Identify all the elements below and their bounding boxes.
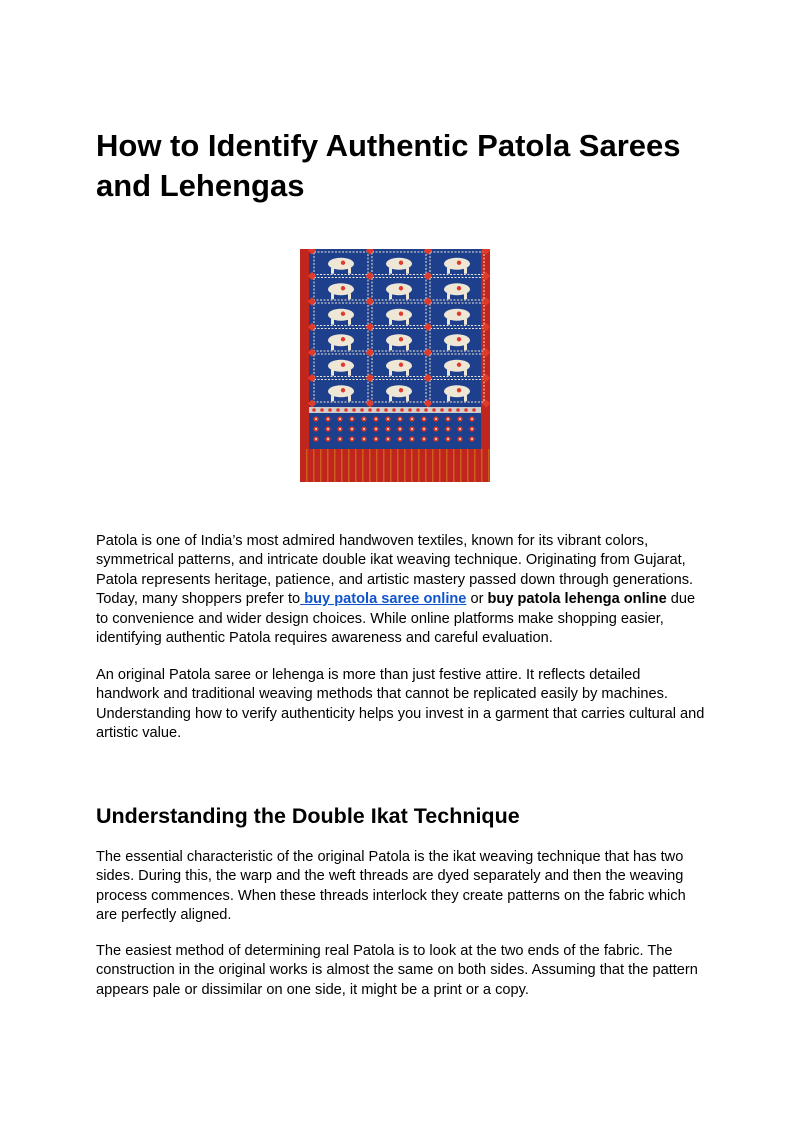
elephant-leg xyxy=(348,344,351,350)
lattice-center xyxy=(411,418,413,420)
elephant-leg xyxy=(406,268,409,274)
lattice-center xyxy=(327,428,329,430)
lattice-center xyxy=(327,438,329,440)
elephant-leg xyxy=(389,344,392,350)
elephant-leg xyxy=(447,344,450,350)
lattice-center xyxy=(411,428,413,430)
lattice-center xyxy=(351,438,353,440)
motif-accent xyxy=(399,337,403,341)
lattice-center xyxy=(447,438,449,440)
lattice-center xyxy=(363,418,365,420)
pallu-stripe xyxy=(439,449,441,482)
patola-saree-image xyxy=(300,249,490,482)
elephant-leg xyxy=(389,268,392,274)
band-dot xyxy=(344,408,348,412)
pallu-stripe xyxy=(348,449,350,482)
lattice-center xyxy=(423,428,425,430)
elephant-leg xyxy=(447,319,450,325)
pallu-stripe xyxy=(425,449,427,482)
lattice-center xyxy=(375,428,377,430)
lattice-center xyxy=(399,428,401,430)
band-dot xyxy=(432,408,436,412)
lattice-center xyxy=(447,418,449,420)
lattice-center xyxy=(435,428,437,430)
band-dot xyxy=(464,408,468,412)
pallu-stripe xyxy=(418,449,420,482)
elephant-leg xyxy=(464,293,467,299)
lattice-center xyxy=(435,438,437,440)
pallu-stripe xyxy=(397,449,399,482)
identify-paragraph: The easiest method of determining real Patola is to look at the two ends of the fabric. The construction in the original works is almost the same on both sides. Assuming that the pattern appears pale or dissimilar on one side, it might be a print or a copy. xyxy=(96,943,698,998)
lattice-center xyxy=(339,418,341,420)
motif-accent xyxy=(399,261,403,265)
elephant-leg xyxy=(331,293,334,299)
lattice-center xyxy=(399,418,401,420)
lattice-center xyxy=(471,418,473,420)
elephant-leg xyxy=(331,319,334,325)
elephant-leg xyxy=(447,293,450,299)
motif-accent xyxy=(399,388,403,392)
band-dot xyxy=(448,408,452,412)
lattice-center xyxy=(435,418,437,420)
motif-accent xyxy=(457,363,461,367)
lattice-center xyxy=(375,418,377,420)
motif-accent xyxy=(341,337,345,341)
pallu-stripe xyxy=(474,449,476,482)
pallu-stripe xyxy=(362,449,364,482)
pallu-stripe xyxy=(327,449,329,482)
authenticity-paragraph: An original Patola saree or lehenga is more than just festive attire. It reflects detailed handwork and traditional weaving methods that cannot be replicated easily by machines. Understanding how to verify authenticity helps you invest in a garment that carries cultural and artistic value. xyxy=(96,667,705,742)
elephant-leg xyxy=(406,293,409,299)
pallu-stripe xyxy=(383,449,385,482)
elephant-leg xyxy=(464,344,467,350)
buy-patola-saree-online-link[interactable]: buy patola saree online xyxy=(300,591,467,608)
elephant-leg xyxy=(406,370,409,376)
motif-accent xyxy=(399,286,403,290)
lattice-center xyxy=(387,418,389,420)
lattice-center xyxy=(315,428,317,430)
lattice-center xyxy=(351,418,353,420)
lattice-center xyxy=(399,438,401,440)
band-dot xyxy=(456,408,460,412)
band-dot xyxy=(408,408,412,412)
lattice-center xyxy=(471,428,473,430)
lattice-center xyxy=(363,428,365,430)
pallu-stripe xyxy=(446,449,448,482)
elephant-leg xyxy=(406,319,409,325)
band-dot xyxy=(400,408,404,412)
motif-accent xyxy=(399,312,403,316)
band-dot xyxy=(320,408,324,412)
band-dot xyxy=(368,408,372,412)
pallu-stripe xyxy=(334,449,336,482)
pallu-stripe xyxy=(355,449,357,482)
motif-accent xyxy=(341,261,345,265)
motif-accent xyxy=(341,286,345,290)
pallu-stripe xyxy=(411,449,413,482)
lattice-center xyxy=(339,428,341,430)
band-dot xyxy=(352,408,356,412)
lattice-center xyxy=(375,438,377,440)
pallu-stripe xyxy=(390,449,392,482)
pallu-stripe xyxy=(341,449,343,482)
lattice-center xyxy=(387,428,389,430)
pallu-stripe xyxy=(467,449,469,482)
band-dot xyxy=(424,408,428,412)
motif-accent xyxy=(341,312,345,316)
lattice-center xyxy=(411,438,413,440)
motif-accent xyxy=(341,388,345,392)
lattice-center xyxy=(387,438,389,440)
elephant-leg xyxy=(464,395,467,401)
band-dot xyxy=(440,408,444,412)
elephant-leg xyxy=(348,395,351,401)
lattice-center xyxy=(459,428,461,430)
lattice-center xyxy=(315,418,317,420)
elephant-leg xyxy=(389,319,392,325)
lattice-center xyxy=(351,428,353,430)
intro-paragraph: Patola is one of India’s most admired handwoven textiles, known for its vibrant colors, symmetrical patterns, and intricate double ikat weaving technique. Originating from Gujarat, Patola represents heritage, patience, and artistic mastery passed down through generations. Today, many shoppers prefer to buy patola saree online or buy patola lehenga online due to convenience and wider design choices. While online platforms make shopping easier, identifying authentic Patola requires awareness and careful evaluation. xyxy=(96,533,696,647)
lattice-center xyxy=(327,418,329,420)
elephant-leg xyxy=(389,370,392,376)
motif-accent xyxy=(457,286,461,290)
elephant-leg xyxy=(331,370,334,376)
elephant-leg xyxy=(389,293,392,299)
motif-accent xyxy=(399,363,403,367)
elephant-leg xyxy=(331,268,334,274)
pallu-stripe xyxy=(404,449,406,482)
pallu-stripe xyxy=(313,449,315,482)
section-heading: Understanding the Double Ikat Technique xyxy=(96,804,520,828)
pallu-stripe xyxy=(369,449,371,482)
lattice-center xyxy=(315,438,317,440)
patola-saree-illustration xyxy=(300,249,490,482)
motif-accent xyxy=(457,388,461,392)
elephant-leg xyxy=(348,268,351,274)
pallu-stripe xyxy=(306,449,308,482)
pallu-stripe xyxy=(453,449,455,482)
band-dot xyxy=(472,408,476,412)
elephant-leg xyxy=(331,344,334,350)
lattice-center xyxy=(363,438,365,440)
elephant-leg xyxy=(447,395,450,401)
pallu-stripe xyxy=(460,449,462,482)
pallu-stripe xyxy=(320,449,322,482)
lattice-center xyxy=(471,438,473,440)
lattice-center xyxy=(459,418,461,420)
band-dot xyxy=(328,408,332,412)
band-dot xyxy=(416,408,420,412)
motif-accent xyxy=(457,261,461,265)
band-dot xyxy=(360,408,364,412)
lattice-center xyxy=(447,428,449,430)
double-ikat-paragraph: The essential characteristic of the original Patola is the ikat weaving technique that has two sides. During this, the warp and the weft threads are dyed separately and then the weaving process commences. When these threads interlock they create patterns on the fabric which are perfectly aligned. xyxy=(96,849,686,924)
lattice-center xyxy=(339,438,341,440)
motif-accent xyxy=(457,337,461,341)
elephant-leg xyxy=(406,344,409,350)
pallu-stripe xyxy=(488,449,490,482)
lattice-center xyxy=(423,438,425,440)
band-dot xyxy=(336,408,340,412)
elephant-leg xyxy=(464,319,467,325)
elephant-leg xyxy=(464,268,467,274)
buy-patola-lehenga-online-text: buy patola lehenga online xyxy=(487,591,667,608)
elephant-leg xyxy=(406,395,409,401)
elephant-leg xyxy=(447,268,450,274)
pallu-stripe xyxy=(376,449,378,482)
band-dot xyxy=(392,408,396,412)
elephant-leg xyxy=(348,293,351,299)
page-title: How to Identify Authentic Patola Sarees and Lehengas xyxy=(96,128,681,203)
band-dot xyxy=(376,408,380,412)
pallu-stripe xyxy=(481,449,483,482)
saree-body xyxy=(309,249,481,449)
lattice-center xyxy=(423,418,425,420)
elephant-leg xyxy=(348,370,351,376)
motif-accent xyxy=(341,363,345,367)
band-dot xyxy=(384,408,388,412)
pallu-stripe xyxy=(432,449,434,482)
lattice-center xyxy=(459,438,461,440)
elephant-leg xyxy=(447,370,450,376)
elephant-leg xyxy=(331,395,334,401)
elephant-leg xyxy=(464,370,467,376)
elephant-leg xyxy=(348,319,351,325)
elephant-leg xyxy=(389,395,392,401)
band-dot xyxy=(312,408,316,412)
motif-accent xyxy=(457,312,461,316)
